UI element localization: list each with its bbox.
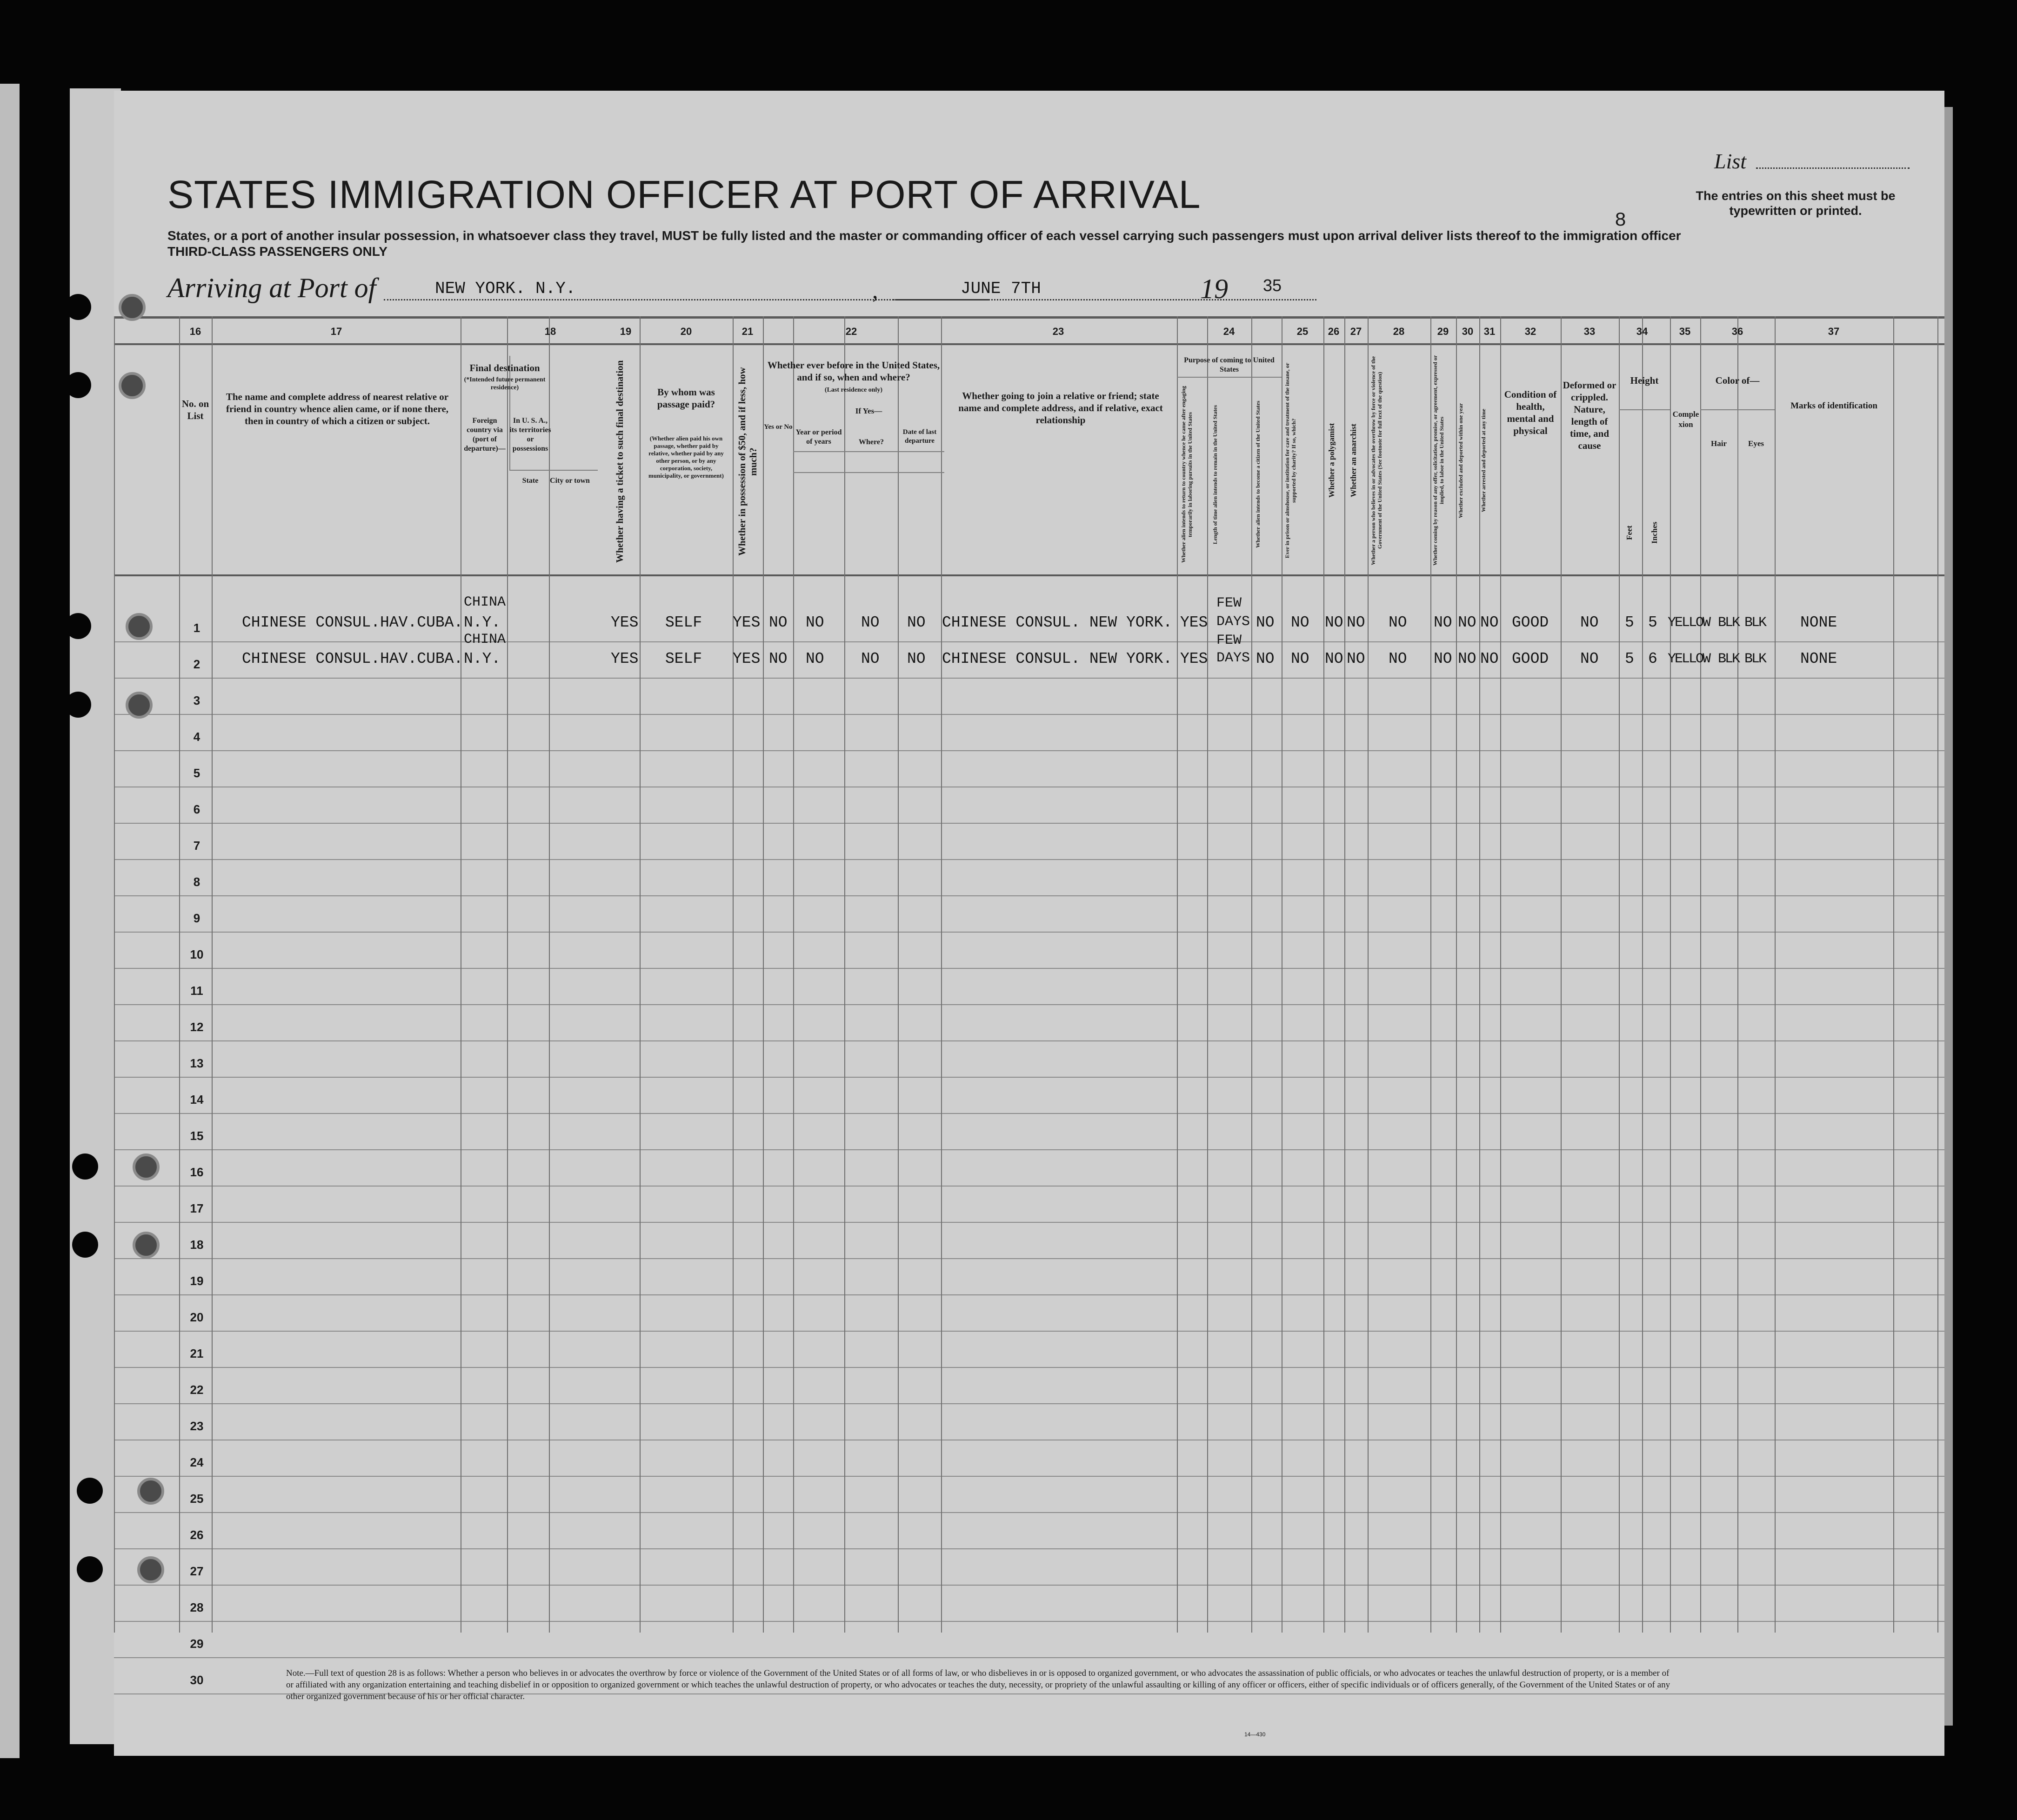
header-foreign-country: Foreign country via (port of departure)— (464, 417, 506, 453)
column-number: 31 (1483, 326, 1496, 337)
col-edge (114, 316, 115, 1633)
cell-inches: 5 (1648, 614, 1657, 631)
col-divider (179, 316, 180, 1633)
cell-return-intent: YES (1180, 650, 1208, 667)
cell-ticket: YES (611, 614, 639, 631)
row-number: 20 (190, 1310, 204, 1324)
comma: , (872, 277, 878, 303)
binder-hole (77, 1478, 103, 1504)
cell-deformed: NO (1580, 614, 1599, 631)
header-citizen-intent: Whether alien intends to become a citizen of the United States (1255, 400, 1261, 548)
column-number: 35 (1679, 326, 1691, 337)
binder-hole (65, 613, 91, 639)
row-number: 16 (190, 1165, 204, 1179)
col-divider (507, 316, 508, 1633)
cell-offer-labor: NO (1434, 614, 1452, 631)
column-number: 24 (1223, 326, 1235, 337)
column-number: 36 (1731, 326, 1743, 337)
col-divider (1893, 316, 1894, 1633)
row-number: 30 (190, 1673, 204, 1687)
row-number: 23 (190, 1419, 204, 1433)
cell-ticket: YES (611, 650, 639, 667)
cell-before-in-us: NO (769, 614, 788, 631)
cell-excluded: NO (1458, 650, 1476, 667)
cell-length-stay-2: DAYS (1216, 614, 1250, 630)
intro-line-1: States, or a port of another insular possession, in whatsoever class they travel, MUST be fully listed and the master or commanding officer of each vessel carrying such passengers must upon arrival deliver lists thereof to the immigration officer (167, 228, 1681, 243)
row-number: 3 (193, 693, 200, 707)
sub-rule (793, 451, 944, 452)
cell-before-in-us: NO (769, 650, 788, 667)
col-divider (549, 316, 550, 1633)
row-number: 7 (193, 839, 200, 853)
header-offer-labor: Whether coming by reason of any offer, solicitation, promise, or agreement, expressed or implied, to labor in the United States (1432, 355, 1445, 566)
column-number: 26 (1328, 326, 1340, 337)
cell-deported: NO (1480, 650, 1499, 667)
col-divider (1368, 316, 1369, 1633)
header-deformed: Deformed or crippled. Nature, length of time, and cause (1563, 380, 1616, 451)
column-number: 16 (189, 326, 201, 337)
header-in-usa: In U. S. A., its territories or possessions (509, 417, 551, 453)
list-number-line (1756, 167, 1910, 169)
row-number: 12 (190, 1020, 204, 1034)
sub-divider (1737, 409, 1738, 574)
sub-rule (793, 472, 944, 473)
row-number: 21 (190, 1347, 204, 1360)
row-number: 18 (190, 1238, 204, 1252)
row-number: 27 (190, 1564, 204, 1578)
cell-polygamist: NO (1325, 614, 1343, 631)
row-number: 14 (190, 1093, 204, 1107)
binder-hole (77, 1556, 103, 1582)
binder-ring (119, 372, 146, 399)
binder-hole (72, 1232, 98, 1258)
cell-prison: NO (1291, 614, 1309, 631)
row-number: 4 (193, 730, 200, 744)
header-state: State (522, 477, 539, 485)
header-complexion: Complexion (1672, 410, 1699, 429)
header-date-departure: Date of last departure (902, 428, 937, 445)
col-divider (1642, 316, 1643, 1633)
row-number: 1 (193, 621, 200, 635)
row-number: 10 (190, 947, 204, 961)
cell-hair: BLK (1718, 651, 1739, 667)
header-prison: Ever in prison or almshouse, or institution for care and treatment of the insane, or supported by charity? If so, which? (1284, 363, 1297, 558)
header-passage-paid-sub: (Whether alien paid his own passage, whether paid by relative, whether paid by any other person, or by any corporation, society, municipality, or government) (648, 435, 724, 479)
row-number: 25 (190, 1492, 204, 1506)
intro-text (167, 228, 1681, 260)
header-deported: Whether arrested and deported at any time (1480, 408, 1487, 513)
column-number: 34 (1636, 326, 1648, 337)
cell-relative-address: CHINESE CONSUL.HAV.CUBA. (242, 650, 463, 667)
binder-ring (126, 613, 153, 640)
col-divider (733, 316, 734, 1633)
col-divider (1251, 316, 1252, 1633)
cell-foreign-country: CHINA (464, 594, 506, 610)
col-divider (1456, 316, 1457, 1633)
column-number: 23 (1052, 326, 1064, 337)
header-q28: Whether a person who believes in or advocates the overthrow by force or violence of the Government of the United States (See footnote for full text of the question) (1370, 356, 1383, 565)
cell-anarchist: NO (1347, 650, 1365, 667)
manifest-page (114, 91, 1944, 1756)
header-length-stay: Length of time alien intends to remain in the United States (1212, 405, 1218, 544)
year-prefix: 19 (1200, 273, 1228, 304)
cell-complexion: YELLOW (1668, 615, 1710, 631)
sub-rule (1177, 377, 1282, 378)
header-excluded: Whether excluded and deported within one year (1457, 403, 1464, 518)
header-where: Where? (859, 438, 884, 446)
header-if-yes: If Yes— (855, 407, 882, 415)
cell-eyes: BLK (1744, 615, 1766, 631)
cell-q28: NO (1389, 614, 1407, 631)
cell-deported: NO (1480, 614, 1499, 631)
row-number: 13 (190, 1056, 204, 1070)
date-value: JUNE 7TH (961, 279, 1041, 298)
header-relative-address: The name and complete address of nearest relative or friend in country whence alien came, or if none there, then in country of which a citizen or subject. (226, 391, 449, 427)
row-number: 2 (193, 657, 200, 671)
year-suffix: 35 (1263, 276, 1282, 295)
column-number: 29 (1437, 326, 1449, 337)
cell-marks: NONE (1800, 650, 1837, 667)
header-color-of: Color of— (1715, 375, 1760, 386)
intro-line-2: THIRD-CLASS PASSENGERS ONLY (167, 244, 387, 259)
cell-date-departure: NO (907, 650, 926, 667)
column-number: 22 (845, 326, 857, 337)
cell-eyes: BLK (1744, 651, 1766, 667)
column-number: 32 (1524, 326, 1536, 337)
cell-citizen-intent: NO (1256, 650, 1275, 667)
cell-inches: 6 (1648, 650, 1657, 667)
header-purpose: Purpose of coming to United States (1184, 356, 1275, 373)
bleed-through-text (672, 140, 675, 150)
page-title: STATES IMMIGRATION OFFICER AT PORT OF ARRIVAL (167, 173, 1201, 216)
cell-years: NO (806, 614, 824, 631)
col-divider (763, 316, 764, 1633)
col-divider (1177, 316, 1178, 1633)
header-last-residence: (Last residence only) (824, 387, 883, 393)
col-divider (1775, 316, 1776, 1633)
cell-length-stay-1: FEW (1216, 595, 1242, 611)
header-eyes: Eyes (1748, 439, 1764, 448)
binder-hole (65, 294, 91, 320)
header-marks: Marks of identification (1790, 401, 1877, 411)
column-number: 25 (1296, 326, 1309, 337)
cell-complexion: YELLOW (1668, 651, 1710, 667)
cell-joining: CHINESE CONSUL. NEW YORK. (942, 650, 1173, 667)
header-possession-50: Whether in possession of $50, and if less, how much? (736, 367, 759, 556)
row-rule (114, 1657, 1944, 1658)
col-divider (1561, 316, 1562, 1633)
row-number: 15 (190, 1129, 204, 1143)
cell-deformed: NO (1580, 650, 1599, 667)
col-divider (793, 316, 794, 1633)
cell-polygamist: NO (1325, 650, 1343, 667)
sheet-number: 8 (1615, 209, 1627, 232)
binder-ring (126, 692, 153, 719)
port-value: NEW YORK. N.Y. (435, 279, 576, 298)
sub-rule (509, 470, 598, 471)
column-number: 18 (544, 326, 556, 337)
cell-state: N.Y. (464, 614, 501, 631)
col-divider (1670, 316, 1671, 1633)
row-number: 26 (190, 1528, 204, 1542)
sub-rule (1619, 409, 1670, 410)
cell-feet: 5 (1625, 650, 1634, 667)
cell-state: N.Y. (464, 650, 501, 667)
col-divider (1619, 316, 1620, 1633)
header-years: Year or period of years (795, 428, 842, 446)
column-number: 33 (1583, 326, 1596, 337)
cell-health: GOOD (1512, 650, 1549, 667)
header-return-intent: Whether alien intends to return to country whence he came after engaging temporarily in laboring pursuits in the United States (1180, 386, 1193, 563)
column-number: 27 (1350, 326, 1362, 337)
header-city: City or town (550, 477, 590, 485)
row-number: 17 (190, 1201, 204, 1215)
header-ever-before-us: Whether ever before in the United States, and if so, when and where? (767, 360, 940, 383)
cell-joining: CHINESE CONSUL. NEW YORK. (942, 614, 1173, 631)
cell-passage-paid: SELF (665, 614, 702, 631)
col-divider (1323, 316, 1324, 1633)
binder-hole (72, 1153, 98, 1180)
cell-citizen-intent: NO (1256, 614, 1275, 631)
col-divider (1430, 316, 1431, 1633)
column-number: 20 (680, 326, 692, 337)
binder-ring (119, 294, 146, 321)
header-polygamist: Whether a polygamist (1327, 423, 1336, 498)
cell-health: GOOD (1512, 614, 1549, 631)
header-final-destination: Final destination (469, 362, 540, 373)
cell-where: NO (861, 614, 880, 631)
footnote: Note.—Full text of question 28 is as follows: Whether a person who believes in or advocates the overthrow by force or violence of the Government of the United States or of all forms of law, or who disbelieves in or is opposed to organized government, or who advocates the assassination of public officials, or who advocates or teaches the unlawful destruction of property, or is a member of or affiliated with any organization entertaining and teaching disbelief in or opposition to organized government or which teaches the unlawful destruction of property, or who advocates or teaches the duty, necessity, or propriety of the unlawful assaulting or killing of any officer or officers, either of specific individuals or of officers generally, of the Government of the United States or of any other organized government because of his or her official character. (286, 1668, 1670, 1701)
column-number: 28 (1393, 326, 1405, 337)
col-divider (898, 316, 899, 1633)
page-stack-edge (1944, 107, 1953, 1726)
column-number: 17 (330, 326, 342, 337)
cell-q28: NO (1389, 650, 1407, 667)
list-label: List (1714, 149, 1747, 173)
cell-where: NO (861, 650, 880, 667)
cell-possession-50: YES (733, 650, 761, 667)
cell-length-stay-2: DAYS (1216, 650, 1250, 666)
row-number: 29 (190, 1637, 204, 1651)
header-inches: Inches (1650, 521, 1659, 544)
row-number: 22 (190, 1383, 204, 1397)
row-number: 8 (193, 875, 200, 889)
header-ticket: Whether having a ticket to such final destination (614, 360, 625, 563)
cell-years: NO (806, 650, 824, 667)
column-number: 19 (620, 326, 632, 337)
cell-possession-50: YES (733, 614, 761, 631)
cell-feet: 5 (1625, 614, 1634, 631)
col-edge (1937, 316, 1938, 1633)
column-number: 21 (741, 326, 754, 337)
binder-ring (137, 1478, 164, 1505)
binder-hole (65, 372, 91, 398)
header-going-to-join: Whether going to join a relative or friend; state name and complete address, and if relative, exact relationship (958, 390, 1163, 426)
entries-note: The entries on this sheet must be typewritten or printed. (1696, 189, 1896, 218)
column-number: 30 (1462, 326, 1474, 337)
row-number: 6 (193, 802, 200, 816)
column-number: 37 (1828, 326, 1840, 337)
header-feet: Feet (1625, 525, 1634, 540)
cell-excluded: NO (1458, 614, 1476, 631)
binder-ring (133, 1232, 160, 1259)
cell-return-intent: YES (1180, 614, 1208, 631)
header-hair: Hair (1711, 439, 1727, 448)
header-height: Height (1630, 375, 1659, 386)
row-number: 24 (190, 1455, 204, 1469)
col-divider (1500, 316, 1501, 1633)
cell-offer-labor: NO (1434, 650, 1452, 667)
form-number: 14—430 (1244, 1731, 1266, 1738)
date-line (893, 299, 1316, 300)
header-no-on-list: No. on List (181, 398, 209, 421)
header-yes-or-no: Yes or No (764, 423, 793, 431)
row-number: 5 (193, 766, 200, 780)
cell-length-stay-1: FEW (1216, 633, 1242, 648)
header-final-destination-sub: (*Intended future permanent residence) (464, 376, 546, 391)
header-health: Condition of health, mental and physical (1504, 389, 1557, 436)
row-number: 28 (190, 1600, 204, 1614)
adjacent-page-edge (0, 84, 20, 1758)
col-divider (844, 316, 845, 1633)
binder-ring (133, 1153, 160, 1180)
col-divider (1344, 316, 1345, 1633)
col-divider (640, 316, 641, 1633)
cell-marks: NONE (1800, 614, 1837, 631)
row-number: 11 (190, 984, 203, 998)
binder-ring (137, 1556, 164, 1583)
col-divider (1207, 316, 1208, 1633)
row-number: 9 (193, 911, 200, 925)
col-divider (212, 316, 213, 1633)
binder-hole (65, 692, 91, 718)
arriving-label: Arriving at Port of (167, 273, 376, 303)
header-anarchist: Whether an anarchist (1349, 423, 1358, 498)
col-divider (941, 316, 942, 1633)
cell-prison: NO (1291, 650, 1309, 667)
cell-foreign-country: CHINA (464, 632, 506, 647)
col-divider (1700, 316, 1701, 1633)
cell-relative-address: CHINESE CONSUL.HAV.CUBA. (242, 614, 463, 631)
header-passage-paid: By whom was passage paid? (657, 387, 715, 410)
cell-hair: BLK (1718, 615, 1739, 631)
cell-date-departure: NO (907, 614, 926, 631)
cell-passage-paid: SELF (665, 650, 702, 667)
cell-anarchist: NO (1347, 614, 1365, 631)
row-number: 19 (190, 1274, 204, 1288)
